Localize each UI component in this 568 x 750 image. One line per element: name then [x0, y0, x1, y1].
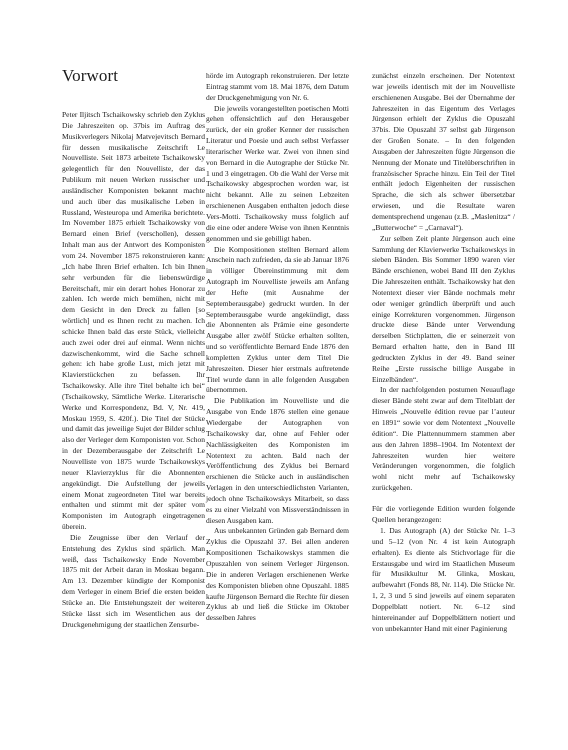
text-column-2 [206, 71, 349, 624]
paragraph: zunächst einzeln erscheinen. Der Notentext war jeweils identisch mit der im Nouvelliste erschienenen Ausgabe. Bei der Übernahme der Jahreszeiten in das Eigentum des Verlages Jürgenson erhielt der Zyklus die Opuszahl 37bis. Die Opuszahl 37 selbst gab Jürgenson der Großen Sonate. – In den folgenden Ausgaben der Jahreszeiten fügte Jürgenson die Nennung der Monate und Titelüberschriften in französischer Sprache hinzu. Ein Teil der Titel enthält jedoch Eigenheiten der russischen Sprache, die sich als schwer übersetzbar erwiesen, und die Resultate waren dementsprechend ungenau (z.B. „Maslenitza“ / „Butterwoche“ = „Carnaval“). [372, 71, 515, 232]
paragraph: Die Publikation im Nouvelliste und die Ausgabe von Ende 1876 stellen eine genaue Wiedergabe der Autographen von Tschaikowsky dar, ohne auf Fehler oder Nachlässigkeiten des Komponisten im Notentext zu achten. Bald nach der Veröffentlichung des Zyklus bei Bernard erschienen die Stücke auch in ausländischen Verlagen in den unterschiedlichsten Varianten, jedoch ohne Tschaikowskys Mitarbeit, so dass es zu einer Vielzahl von Missverständnissen in diesen Ausgaben kam. [206, 396, 349, 525]
paragraph: Peter Iljitsch Tschaikowsky schrieb den Zyklus Die Jahreszeiten op. 37bis im Auftrag des Musikverlegers Nikolaj Matvejevitsch Bernard für dessen musikalische Zeitschrift Le Nouvelliste. Seit 1873 arbeitete Tschaikowsky gelegentlich für den Nouvelliste, der das Publikum mit neuen Werken russischer und ausländischer Komponisten bekannt machte und auch über das musikalische Leben in Russland, Westeuropa und Amerika berichtete. Im November 1875 erhielt Tschaikowsky von Bernard einen Brief (verschollen), dessen Inhalt man aus der Antwort des Komponisten vom 24. November 1875 rekonstruieren kann: „Ich habe Ihren Brief erhalten. Ich bin Ihnen sehr verbunden für die liebenswürdige Bereitschaft, mir ein derart hohes Honorar zu zahlen. Ich werde mich bemühen, nicht mit dem Gesicht in den Dreck zu fallen [so wörtlich] und es Ihnen recht zu machen. Ich schicke Ihnen bald das erste Stück, vielleicht auch zwei oder drei auf einmal. Wenn nichts dazwischenkommt, wird die Sache schnell gehen: ich habe große Lust, mich jetzt mit Klavierstückchen zu befassen. Ihr Tschaikowsky. Alle ihre Titel behalte ich bei“ (Tschaikowsky, Sämtliche Werke. Literarische Werke und Korrespondenz, Bd. V, Nr. 419, Moskau 1959, S. 420f.). Die Titel der Stücke und damit das jeweilige Sujet der Bilder schlug also der Verleger dem Komponisten vor. Schon in der Dezemberausgabe der Zeitschrift Le Nouvelliste von 1875 wurde Tschaikowskys neuer Klavierzyklus für die Abonnenten angekündigt. Die Aufstellung der jeweils einem Monat zugeordneten Titel war bereits enthalten und stimmt mit der später vom Komponisten im Autograph eingetragenen überein. [62, 110, 205, 532]
paragraph: In der nachfolgenden postumen Neuauflage dieser Bände steht zwar auf dem Titelblatt der Hinweis „Nouvelle édition revue par l’auteur en 1891“ sowie vor dem Notentext „Nouvelle édition“. Die Plattennummern stammen aber aus den Jahren 1898–1904. Im Notentext der Jahreszeiten wurden hier weitere Veränderungen vorgenommen, die folglich wohl nicht mehr auf Tschaikowsky zurückgehen. [372, 385, 515, 493]
paragraph: Die Zeugnisse über den Verlauf der Entstehung des Zyklus sind spärlich. Man weiß, dass Tschaikowsky Ende November 1875 mit der Arbeit daran in Moskau begann. Am 13. Dezember kündigte der Komponist dem Verleger in einem Brief die ersten beiden Stücke an. Die Entstehungszeit der weiteren Stücke lässt sich im Wesentlichen aus der Druckgenehmigung der staatlichen Zensurbe- [62, 532, 205, 629]
page-heading: Vorwort [62, 66, 119, 85]
paragraph: Die jeweils vorangestellten poetischen Motti gehen offensichtlich auf den Herausgeber zurück, der ein großer Kenner der russischen Literatur und Poesie und auch selbst Verfasser literarischer Werke war. Zwei von ihnen sind von Bernard in die Autographe der Stücke Nr. 1 und 3 eingetragen. Ob die Wahl der Verse mit Tschaikowsky abgesprochen worden war, ist nicht bekannt. Alle zu seinen Lebzeiten erschienenen Ausgaben enthalten jedoch diese Vers-Motti. Tschaikowsky muss folglich auf die eine oder andere Weise von ihnen Kenntnis genommen und sie gebilligt haben. [206, 103, 349, 243]
paragraph: Die Kompositionen stellten Bernard allem Anschein nach zufrieden, da sie ab Januar 1876 in völliger Übereinstimmung mit dem Autograph im Nouvelliste jeweils am Anfang der Hefte (mit Ausnahme der Septemberausgabe) gedruckt wurden. In der Septemberausgabe wurde angekündigt, dass die Abonnenten als Prämie eine gesonderte Ausgabe aller zwölf Stücke erhalten sollten, und so veröffentlichte Bernard Ende 1876 den kompletten Zyklus unter dem Titel Die Jahreszeiten. Dieser hier erstmals auftretende Titel wurde dann in alle folgenden Ausgaben übernommen. [206, 244, 349, 395]
source-list-item: 1. Das Autograph (A) der Stücke Nr. 1–3 und 5–12 (von Nr. 4 ist kein Autograph erhalten). Es diente als Stichvorlage für die Erstausgabe und wird im Staatlichen Museum für Musikkultur M. Glinka, Moskau, aufbewahrt (Fonds 88, Nr. 114). Die Stücke Nr. 1, 2, 3 und 5 sind jeweils auf einem separaten Doppelblatt notiert. Nr. 6–12 sind hintereinander auf Doppelblättern notiert und von unbekannter Hand mit einer Paginierung [372, 526, 515, 633]
sources-intro: Für die vorliegende Edition wurden folgende Quellen herangezogen: [372, 504, 515, 525]
paragraph: hörde im Autograph rekonstruieren. Der letzte Eintrag stammt vom 18. Mai 1876, dem Datum der Druckgenehmigung von Nr. 6. [206, 71, 349, 102]
text-column-1 [62, 110, 205, 631]
paragraph: Zur selben Zeit plante Jürgenson auch eine Sammlung der Klavierwerke Tschaikowskys in sieben Bänden. Bis Sommer 1890 waren vier Bände erschienen, wobei Band III den Zyklus Die Jahreszeiten enthält. Tschaikowsky hat den Notentext dieser vier Bände nochmals mehr oder weniger gründlich überprüft und auch einige Korrekturen vorgenommen. Jürgenson druckte diese Bände unter Verwendung derselben Stichplatten, die er seinerzeit von Bernard erhalten hatte, den in Band III gedruckten Zyklus in der 49. Band seiner Reihe „Erste russische billige Ausgabe in Einzelbänden“. [372, 233, 515, 384]
paragraph: Aus unbekannten Gründen gab Bernard dem Zyklus die Opuszahl 37. Bei allen anderen Kompositionen Tschaikowskys stammen die Opuszahlen von seinem Verleger Jürgenson. Die in anderen Verlagen erschienenen Werke des Komponisten blieben ohne Opuszahl. 1885 kaufte Jürgenson Bernard die Rechte für diesen Zyklus ab und ließ die Stücke im Oktober desselben Jahres [206, 526, 349, 623]
text-column-3 [372, 71, 515, 635]
